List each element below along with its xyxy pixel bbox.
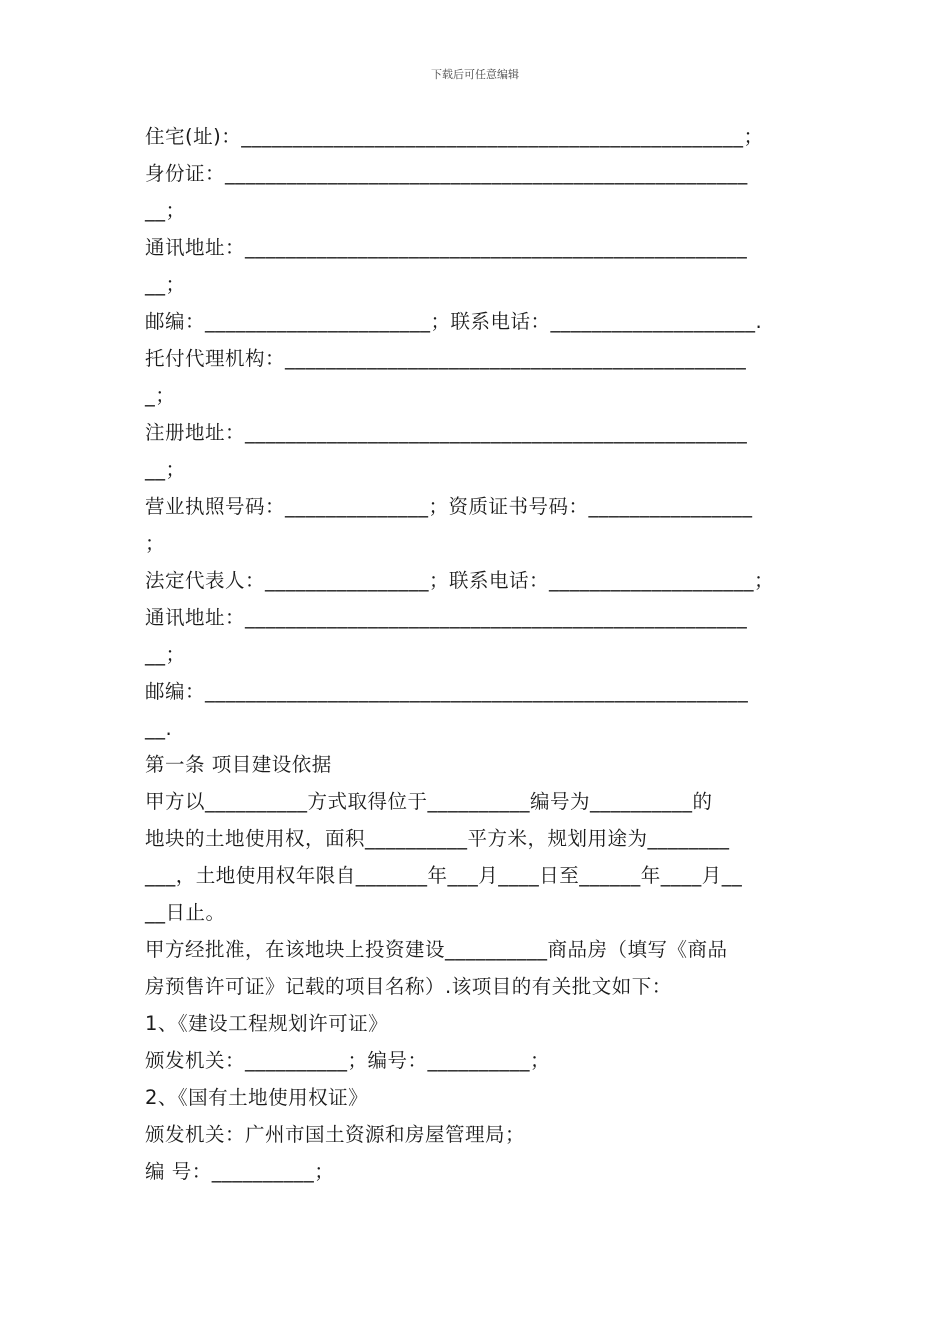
legal-rep-line: 法定代表人：________________；联系电话：____________________； [145,569,775,592]
agency-line-cont: _； [145,384,176,407]
article-1-para-5: 甲方经批准，在该地块上投资建设__________商品房（填写《商品 [145,938,728,961]
registered-address-line: 注册地址：_________________________________________________ [145,421,748,444]
article-1-para-6: 房预售许可证》记载的项目名称）.该项目的有关批文如下： [145,975,672,998]
permit-2-number: 编 号：__________； [145,1160,335,1183]
address-line-2-cont: __； [145,643,186,666]
address-line-cont: __； [145,273,186,296]
article-1-para-4: __日止。 [145,901,226,924]
article-1-para-3: ___，土地使用权年限自_______年___月____日至______年____月__ [145,864,743,887]
id-card-line: 身份证：___________________________________________________ [145,162,748,185]
postcode-line-2-cont: __. [145,717,173,740]
license-line-cont: ； [145,532,166,555]
address-line-2: 通讯地址：_________________________________________________ [145,606,748,629]
permit-1-title: 1、《建设工程规划许可证》 [145,1012,389,1035]
article-1-para-1: 甲方以__________方式取得位于__________编号为__________的 [145,790,713,813]
license-line: 营业执照号码：______________；资质证书号码：________________ [145,495,753,518]
registered-address-line-cont: __； [145,458,186,481]
agency-line: 托付代理机构：_____________________________________________ [145,347,747,370]
permit-1-details: 颁发机关：__________；编号：__________； [145,1049,551,1072]
id-card-line-cont: __； [145,199,186,222]
residence-line: 住宅(址)：_________________________________________________； [145,125,764,148]
permit-2-title: 2、《国有土地使用权证》 [145,1086,369,1109]
postcode-phone-line: 邮编：______________________；联系电话：____________________. [145,310,763,333]
postcode-line-2: 邮编：_____________________________________________________ [145,680,749,703]
article-1-title: 第一条 项目建设依据 [145,753,332,776]
page-header: 下载后可任意编辑 [431,68,519,81]
permit-2-authority: 颁发机关：广州市国土资源和房屋管理局； [145,1123,526,1146]
article-1-para-2: 地块的土地使用权，面积__________平方米，规划用途为________ [145,827,730,850]
address-line: 通讯地址：_________________________________________________ [145,236,748,259]
